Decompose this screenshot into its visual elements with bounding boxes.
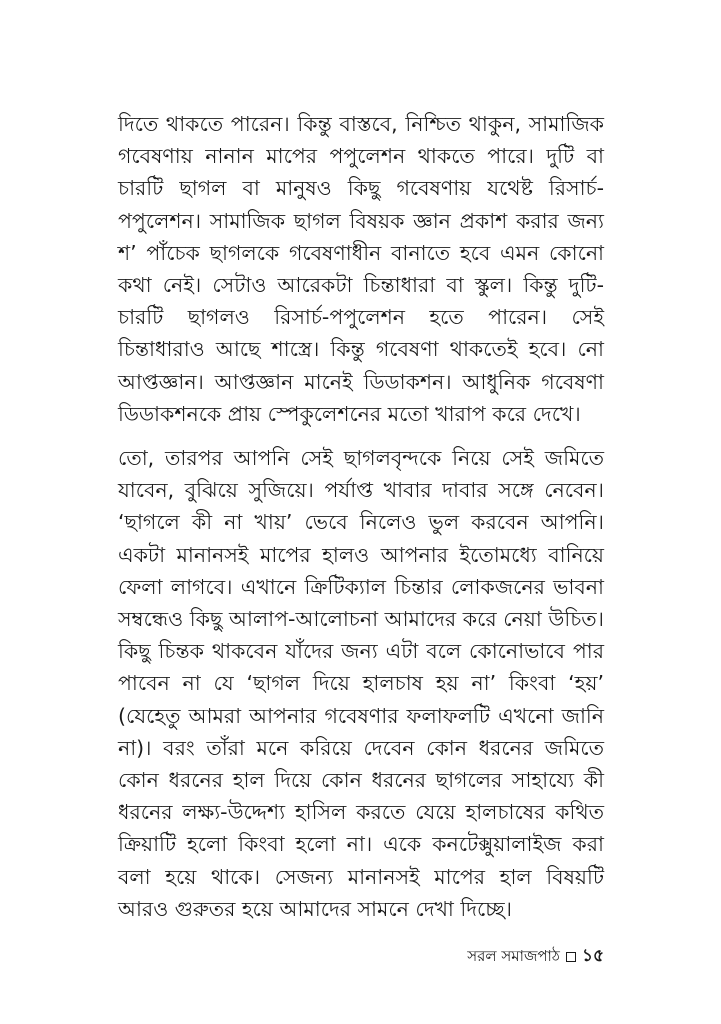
book-title: সরল সমাজপাঠ — [467, 946, 560, 965]
square-separator-icon — [566, 952, 576, 962]
page-number: ১৫ — [581, 946, 604, 966]
book-page — [118, 108, 604, 1008]
paragraph-1: দিতে থাকতে পারেন। কিন্তু বাস্তবে, নিশ্চিত থাকুন, সামাজিক গবেষণায় নানান মাপের পপুলেশন থাকতে পারে। দুটি বা চারটি ছাগল বা মানুষও কিছু গবেষণায় যথেষ্ট রিসার্চ-পপুলেশন। সামাজিক ছাগল বিষয়ক জ্ঞান প্রকাশ করার জন্য শ’ পাঁচেক ছাগলকে গবেষণাধীন বানাতে হবে এমন কোনো কথা নেই। সেটাও আরেকটা চিন্তাধারা বা স্কুল। কিন্তু দুটি-চারটি ছাগলও রিসার্চ-পপুলেশন হতে পারেন। সেই চিন্তাধারাও আছে শাস্ত্রে। কিন্তু গবেষণা থাকতেই হবে। নো আপ্তজ্ঞান। আপ্তজ্ঞান মানেই ডিডাকশন। আধুনিক গবেষণা ডিডাকশনকে প্রায় স্পেকুলেশনের মতো খারাপ করে দেখে। — [118, 112, 604, 426]
page-footer — [467, 943, 604, 971]
paragraph-2: তো, তারপর আপনি সেই ছাগলবৃন্দকে নিয়ে সেই জমিতে যাবেন, বুঝিয়ে সুজিয়ে। পর্যাপ্ত খাবার দাবার সঙ্গে নেবেন। ‘ছাগলে কী না খায়’ ভেবে নিলেও ভুল করবেন আপনি। একটা মানানসই মাপের হালও আপনার ইতোমধ্যে বানিয়ে ফেলা লাগবে। এখানে ক্রিটিক্যাল চিন্তার লোকজনের ভাবনা সম্বন্ধেও কিছু আলাপ-আলোচনা আমাদের করে নেয়া উচিত। কিছু চিন্তক থাকবেন যাঁদের জন্য এটা বলে কোনোভাবে পার পাবেন না যে ‘ছাগল দিয়ে হালচাষ হয় না’ কিংবা ‘হয়’ (যেহেতু আমরা আপনার গবেষণার ফলাফলটি এখনো জানি না)। বরং তাঁরা মনে করিয়ে দেবেন কোন ধরনের জমিতে কোন ধরনের হাল দিয়ে কোন ধরনের ছাগলের সাহায্যে কী ধরনের লক্ষ্য-উদ্দেশ্য হাসিল করতে যেয়ে হালচাষের কথিত ক্রিয়াটি হলো কিংবা হলো না। একে কনটেক্সুয়ালাইজ করা বলা হয়ে থাকে। সেজন্য মানানসই মাপের হাল বিষয়টি আরও গুরুতর হয়ে আমাদের সামনে দেখা দিচ্ছে। — [118, 446, 604, 921]
